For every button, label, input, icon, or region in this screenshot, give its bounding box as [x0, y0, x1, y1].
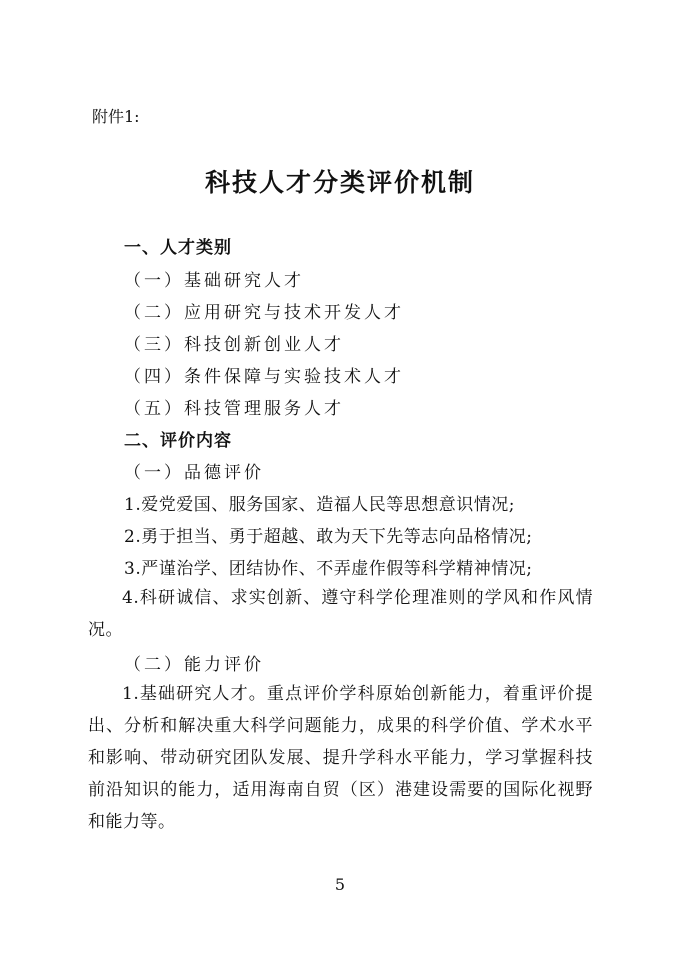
- category-item: （二）应用研究与技术开发人才: [124, 303, 404, 323]
- document-title: 科技人才分类评价机制: [204, 168, 475, 197]
- attachment-label: 附件1:: [92, 107, 140, 126]
- section-heading-talent-categories: 一、人才类别: [124, 238, 232, 258]
- category-item: （一）基础研究人才: [124, 271, 304, 291]
- subsection-heading-ability: （二）能力评价: [124, 655, 264, 675]
- category-item: （五）科技管理服务人才: [124, 399, 344, 419]
- page-number: 5: [334, 875, 346, 894]
- category-item: （三）科技创新创业人才: [124, 335, 344, 355]
- moral-item: 4.科研诚信、求实创新、遵守科学伦理准则的学风和作风情况。: [88, 588, 593, 640]
- section-heading-evaluation-content: 二、评价内容: [124, 431, 232, 451]
- category-item: （四）条件保障与实验技术人才: [124, 367, 404, 387]
- moral-item: 3.严谨治学、团结协作、不弄虚作假等科学精神情况;: [124, 559, 533, 579]
- moral-item: 2.勇于担当、勇于超越、敢为天下先等志向品格情况;: [124, 527, 533, 547]
- subsection-heading-moral: （一）品德评价: [124, 463, 264, 483]
- moral-item: 1.爱党爱国、服务国家、造福人民等思想意识情况;: [124, 495, 515, 515]
- ability-paragraph: 1.基础研究人才。重点评价学科原始创新能力，着重评价提出、分析和解决重大科学问题能力，成果的科学价值、学术水平和影响、带动研究团队发展、提升学科水平能力，学习掌握科技前沿知识的能力，适用海南自贸（区）港建设需要的国际化视野和能力等。: [88, 684, 593, 832]
